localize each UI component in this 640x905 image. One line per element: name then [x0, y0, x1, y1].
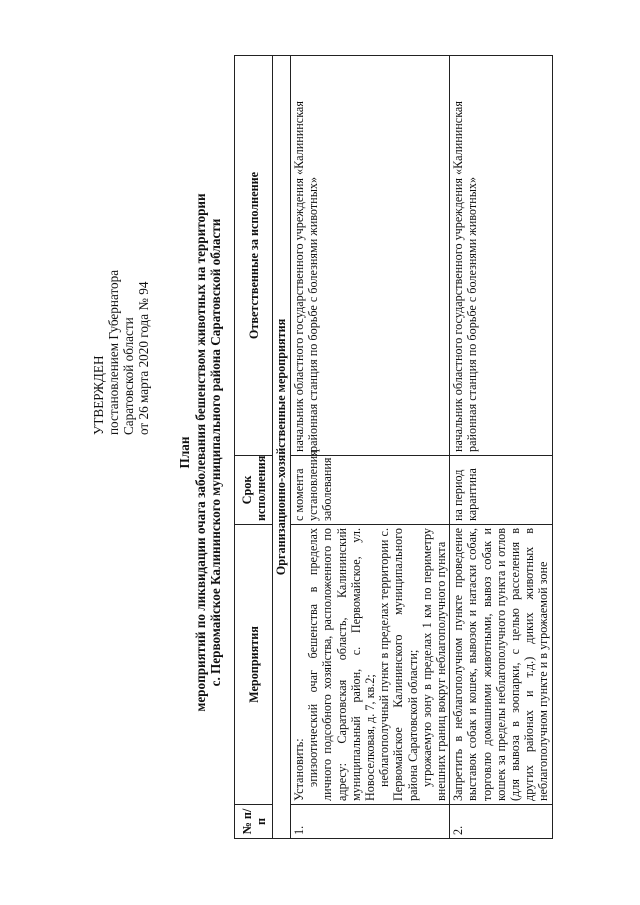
plan-table [234, 55, 553, 839]
activity-paragraph: неблагополучный пункт в пределах территории с. Первомайское Калининского муниципального района Саратовской области; [377, 528, 420, 801]
approval-line: от 26 марта 2020 года № 94 [136, 281, 151, 435]
activity-paragraph: Установить: [292, 738, 306, 801]
title-heading: План [177, 436, 192, 469]
row-num: 2. [450, 805, 552, 839]
header-responsible: Ответственные за исполнение [235, 56, 273, 456]
row-term: с момента установления заболевания [291, 456, 450, 525]
table-row [450, 56, 552, 839]
approval-line: Саратовской области [121, 317, 136, 435]
row-responsible: начальник областного государственного учреждения «Калининская районная станция по борьбе с болезнями животных» [291, 56, 450, 456]
approval-line: постановлением Губернатора [106, 269, 121, 435]
title-line: мероприятий по ликвидации очага заболевания бешенством животных на территории [192, 193, 208, 712]
activity-paragraph: угрожаемую зону в пределах 1 км по периметру внешних границ вокруг неблагополучного пункта [419, 528, 449, 801]
header-num: № п/п [235, 805, 273, 839]
row-term: на период карантина [450, 456, 552, 525]
row-activity: Запретить в неблагополучном пункте проведение выставок собак и кошек, вывозок и натаски собак, торговлю домашними животными, вывоз собак и кошек за пределы неблагополучного пункта и отлов (для вывоза в зоопарки, с целью расселения в других районах и т.д.) диких животных в неблагополучном пункте и в угрожаемой зоне [450, 525, 552, 805]
table-row [291, 56, 450, 839]
section-title: Организационно-хозяйственные мероприятия [273, 56, 291, 839]
title-line: с. Первомайское Калининского муниципального района Саратовской области [208, 218, 223, 687]
section-row [273, 56, 291, 839]
approval-line: УТВЕРЖДЕН [91, 355, 106, 435]
header-activity: Мероприятия [235, 525, 273, 805]
document-title [177, 0, 224, 905]
table-header-row [235, 56, 273, 839]
activity-paragraph: эпизоотический очаг бешенства в пределах личного подсобного хозяйства, расположенного по адресу: Саратовская область, Калининский муниципальный район, с. Первомайское, ул. Новоселковая, д. 7, кв.2; [306, 528, 378, 801]
row-num: 1. [291, 805, 450, 839]
row-activity [291, 525, 450, 805]
row-responsible: начальник областного государственного учреждения «Калининская районная станция по борьбе с болезнями животных» [450, 56, 552, 456]
approval-stamp [91, 270, 151, 435]
header-term: Срок исполнения [235, 456, 273, 525]
